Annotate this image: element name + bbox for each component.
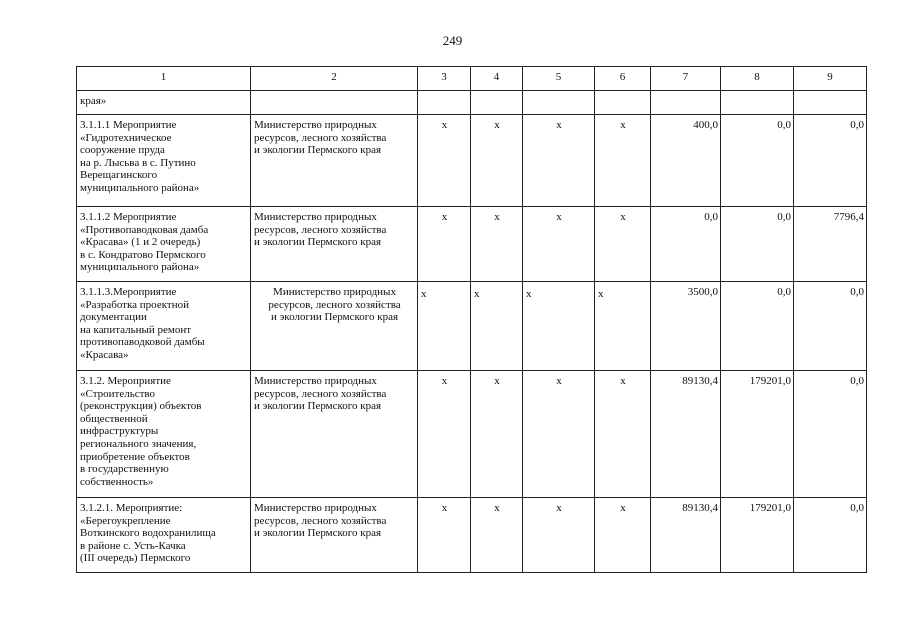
marker-cell: х [418, 498, 471, 573]
marker-cell [418, 91, 471, 115]
amount-cell [794, 91, 867, 115]
marker-cell: х [595, 371, 651, 498]
marker-cell [471, 91, 523, 115]
column-header: 7 [651, 67, 721, 91]
activity-name-cell: 3.1.2.1. Мероприятие: «Берегоукрепление Воткинского водохранилища в районе с. Усть-Качка (III очередь) Пермского [77, 498, 251, 573]
marker-cell: х [471, 207, 523, 282]
marker-cell: х [523, 207, 595, 282]
column-header: 6 [595, 67, 651, 91]
activity-name-cell: края» [77, 91, 251, 115]
amount-cell: 3500,0 [651, 282, 721, 371]
responsible-cell: Министерство природных ресурсов, лесного хозяйства и экологии Пермского края [251, 282, 418, 371]
amount-cell: 89130,4 [651, 498, 721, 573]
amount-cell: 0,0 [721, 282, 794, 371]
column-header: 2 [251, 67, 418, 91]
marker-cell: х [523, 498, 595, 573]
marker-cell: х [418, 282, 471, 371]
amount-cell: 89130,4 [651, 371, 721, 498]
table-row [77, 371, 867, 498]
column-header: 5 [523, 67, 595, 91]
activity-name-cell: 3.1.1.2 Мероприятие «Противопаводковая дамба «Красава» (1 и 2 очередь) в с. Кондратово Пермского муниципального района» [77, 207, 251, 282]
marker-cell: х [523, 115, 595, 207]
column-header: 4 [471, 67, 523, 91]
marker-cell: х [418, 371, 471, 498]
table-row [77, 282, 867, 371]
activity-name-cell: 3.1.1.1 Мероприятие «Гидротехническое сооружение пруда на р. Лысьва в с. Путино Верещагинского муниципального района» [77, 115, 251, 207]
table-row [77, 207, 867, 282]
amount-cell: 0,0 [721, 207, 794, 282]
responsible-cell: Министерство природных ресурсов, лесного хозяйства и экологии Пермского края [251, 498, 418, 573]
amount-cell: 0,0 [794, 282, 867, 371]
amount-cell: 0,0 [721, 115, 794, 207]
marker-cell [595, 91, 651, 115]
activity-name-cell: 3.1.1.3.Мероприятие «Разработка проектной документации на капитальный ремонт противопаводковой дамбы «Красава» [77, 282, 251, 371]
marker-cell: х [471, 371, 523, 498]
amount-cell: 179201,0 [721, 371, 794, 498]
marker-cell: х [418, 115, 471, 207]
program-table [76, 66, 867, 573]
marker-cell: х [418, 207, 471, 282]
activity-name-cell: 3.1.2. Мероприятие «Строительство (реконструкция) объектов общественной инфраструктуры регионального значения, приобретение объектов в государственную собственность» [77, 371, 251, 498]
marker-cell: х [523, 371, 595, 498]
amount-cell [651, 91, 721, 115]
table-row [77, 91, 867, 115]
responsible-cell [251, 91, 418, 115]
marker-cell: х [595, 498, 651, 573]
column-header: 9 [794, 67, 867, 91]
responsible-cell: Министерство природных ресурсов, лесного хозяйства и экологии Пермского края [251, 371, 418, 498]
amount-cell: 0,0 [794, 115, 867, 207]
marker-cell: х [523, 282, 595, 371]
table-header-row [77, 67, 867, 91]
table-row [77, 498, 867, 573]
column-header: 8 [721, 67, 794, 91]
amount-cell: 0,0 [794, 371, 867, 498]
amount-cell: 7796,4 [794, 207, 867, 282]
amount-cell: 179201,0 [721, 498, 794, 573]
table-row [77, 115, 867, 207]
responsible-cell: Министерство природных ресурсов, лесного хозяйства и экологии Пермского края [251, 115, 418, 207]
marker-cell: х [595, 207, 651, 282]
marker-cell [523, 91, 595, 115]
responsible-cell: Министерство природных ресурсов, лесного хозяйства и экологии Пермского края [251, 207, 418, 282]
amount-cell: 0,0 [651, 207, 721, 282]
marker-cell: х [471, 498, 523, 573]
marker-cell: х [471, 282, 523, 371]
marker-cell: х [471, 115, 523, 207]
amount-cell [721, 91, 794, 115]
amount-cell: 400,0 [651, 115, 721, 207]
marker-cell: х [595, 115, 651, 207]
page-number: 249 [442, 33, 463, 48]
column-header: 1 [77, 67, 251, 91]
amount-cell: 0,0 [794, 498, 867, 573]
column-header: 3 [418, 67, 471, 91]
marker-cell: х [595, 282, 651, 371]
